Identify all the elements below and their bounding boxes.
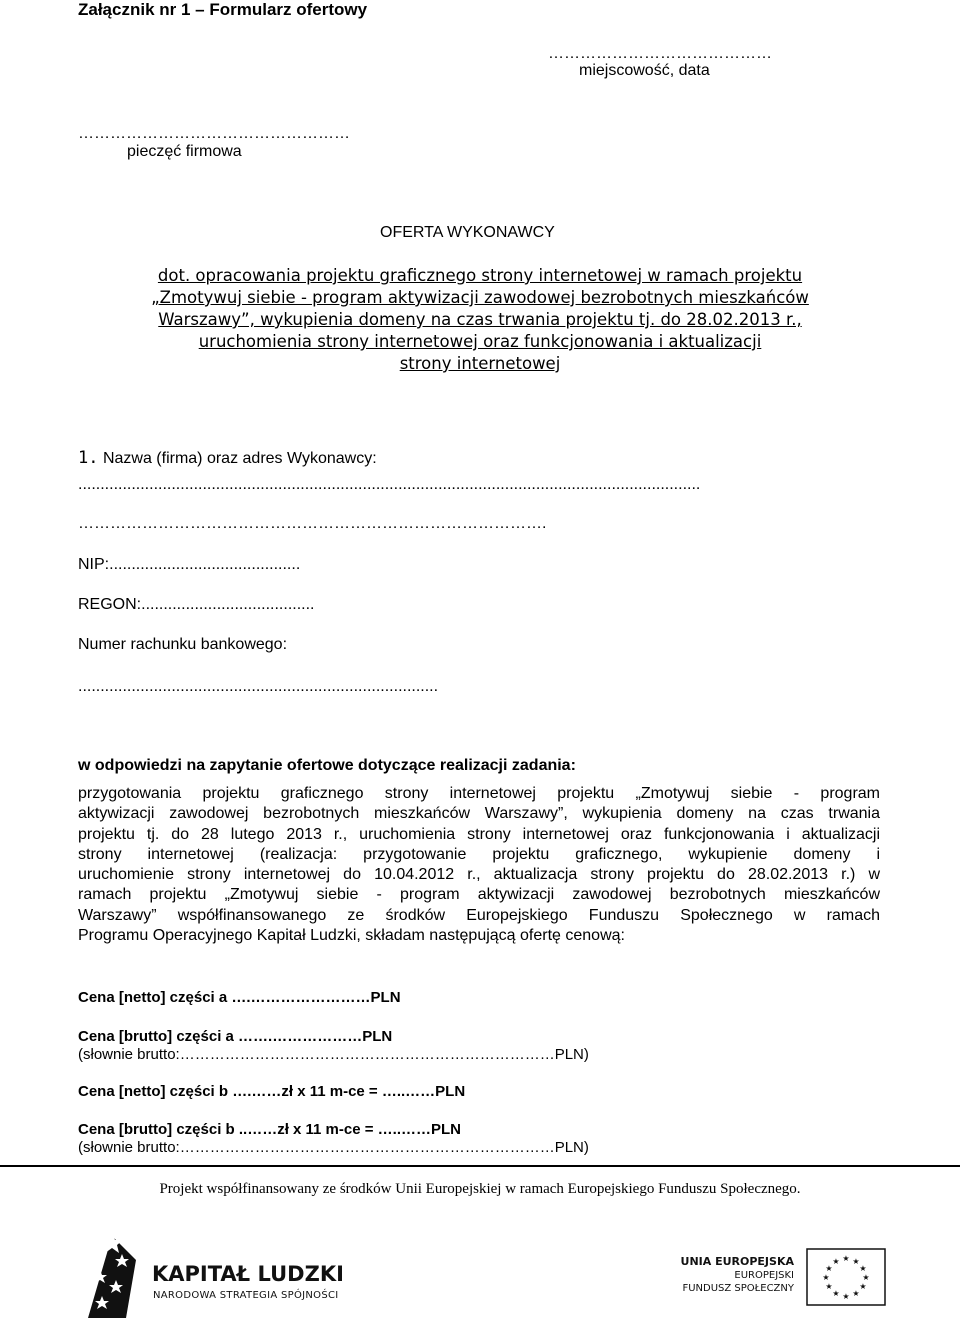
price-net-part-b: Cena [netto] części b ….……zł x 11 m-ce = …..……PLN — [78, 1083, 466, 1100]
intro-line: Warszawy” współfinansowanego ze środków Europejskiego Funduszu Społecznego w ramach — [78, 906, 880, 924]
intro-line: aktywizacji zawodowej bezrobotnych mieszkańców Warszawy”, wykupienia domeny na czas trwania — [78, 805, 880, 823]
price-words-part-a: (słownie brutto:…………………………………………………………………PLN) — [78, 1046, 589, 1063]
price-net-part-a: Cena [netto] części a ….……………………PLN — [78, 989, 401, 1006]
svg-text:★: ★ — [852, 1257, 860, 1266]
intro-line: Programu Operacyjnego Kapitał Ludzki, składam następującą ofertę cenową: — [78, 927, 625, 945]
svg-text:★: ★ — [859, 1264, 867, 1273]
offer-title: OFERTA WYKONAWCY — [380, 224, 555, 241]
stamp-label: pieczęć firmowa — [127, 143, 242, 160]
svg-text:★: ★ — [852, 1289, 860, 1298]
response-heading: w odpowiedzi na zapytanie ofertowe dotyczące realizacji zadania: — [78, 757, 576, 774]
intro-line: projektu tj. do 28 lutego 2013 r., uruchomienia strony internetowej oraz funkcjonowania i aktualizacji — [78, 825, 880, 843]
eu-flag-icon — [806, 1248, 886, 1306]
intro-line: uruchomienie strony internetowej do 10.04.2012 r., aktualizacja strony projektu do 28.02.2013 r.) w — [78, 866, 880, 884]
regon-field: REGON:....................................... — [78, 596, 315, 613]
place-date-dots: …………………………………… — [548, 45, 772, 62]
svg-text:★: ★ — [832, 1257, 840, 1266]
svg-text:★: ★ — [832, 1289, 840, 1298]
subject-line: Warszawy”, wykupienia domeny na czas trwania projektu tj. do 28.02.2013 r., — [158, 310, 802, 329]
svg-text:★: ★ — [825, 1264, 833, 1273]
subject-line: strony internetowej — [399, 354, 561, 373]
nip-field: NIP:........................................... — [78, 556, 301, 573]
kapital-ludzki-name: KAPITAŁ LUDZKI — [152, 1262, 344, 1286]
subject-line: uruchomienia strony internetowej oraz funkcjonowania i aktualizacji — [198, 332, 762, 351]
subject-line: „Zmotywuj siebie - program aktywizacji zawodowej bezrobotnych mieszkańców — [151, 288, 809, 307]
footer-divider — [0, 1165, 960, 1167]
kapital-ludzki-emblem-icon — [82, 1230, 142, 1320]
contractor-name-label: Nazwa (firma) oraz adres Wykonawcy: — [102, 450, 377, 467]
svg-text:★: ★ — [842, 1292, 850, 1301]
kapital-ludzki-subtitle: NARODOWA STRATEGIA SPÓJNOŚCI — [153, 1290, 339, 1301]
subject-line: dot. opracowania projektu graficznego strony internetowej w ramach projektu — [157, 266, 803, 285]
price-gross-part-a: Cena [brutto] części a …….………………PLN — [78, 1028, 393, 1045]
svg-text:★: ★ — [822, 1273, 830, 1282]
svg-text:★: ★ — [859, 1282, 867, 1291]
account-dots: ................................................................................. — [78, 678, 439, 695]
contractor-name-dots-2: ……………………………………………………………………………. — [78, 515, 547, 532]
annex-title: Załącznik nr 1 – Formularz ofertowy — [78, 0, 368, 19]
intro-line: strony internetowej (realizacja: przygotowanie projektu graficznego, wykupienie domeny i — [78, 845, 880, 863]
subject-block — [100, 265, 860, 375]
eu-fund-label-2: FUNDUSZ SPOŁECZNY — [682, 1283, 794, 1294]
intro-paragraph — [78, 784, 880, 946]
price-words-part-b: (słownie brutto:…………………………………………………………………PLN) — [78, 1139, 589, 1156]
contractor-name-dots-1: ............................................................................................................................................ — [78, 476, 701, 493]
eu-union-label: UNIA EUROPEJSKA — [680, 1255, 794, 1268]
eu-text-block — [674, 1255, 794, 1295]
svg-text:★: ★ — [825, 1282, 833, 1291]
section-number: 1. — [78, 448, 99, 468]
cofinance-note: Projekt współfinansowany ze środków Unii Europejskiej w ramach Europejskiego Funduszu Społecznego. — [159, 1181, 801, 1197]
eu-fund-label-1: EUROPEJSKI — [734, 1270, 794, 1281]
contractor-name-row — [78, 449, 377, 468]
account-label: Numer rachunku bankowego: — [78, 636, 288, 653]
place-date-label: miejscowość, data — [579, 62, 710, 79]
intro-line: ramach projektu „Zmotywuj siebie - program aktywizacji zawodowej bezrobotnych mieszkańców — [78, 886, 880, 904]
intro-line: przygotowania projektu graficznego strony internetowej projektu „Zmotywuj siebie - program — [78, 785, 880, 802]
price-gross-part-b: Cena [brutto] części b ..……zł x 11 m-ce = …..……PLN — [78, 1121, 462, 1138]
svg-text:★: ★ — [862, 1273, 870, 1282]
stamp-dots: …………………………………………… — [78, 125, 350, 142]
svg-text:★: ★ — [842, 1254, 850, 1263]
